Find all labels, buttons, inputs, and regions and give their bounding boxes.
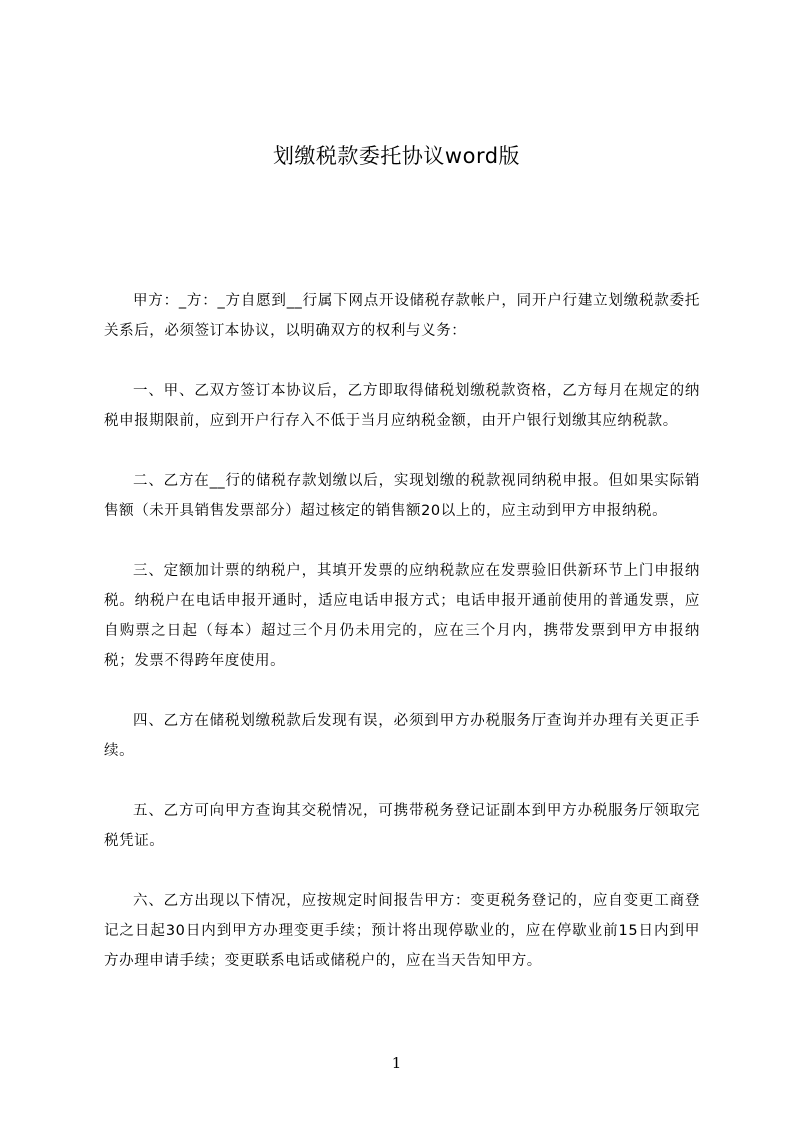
paragraph-clause-2: 二、乙方在__行的储税存款划缴以后，实现划缴的税款视同纳税申报。但如果实际销售额（未开具销售发票部分）超过核定的销售额20以上的，应主动到甲方申报纳税。 [104, 473, 700, 519]
paragraph-clause-4: 四、乙方在储税划缴税款后发现有误，必须到甲方办税服务厅查询并办理有关更正手续。 [104, 713, 700, 759]
paragraph-clause-3: 三、定额加计票的纳税户，其填开发票的应纳税款应在发票验旧供新环节上门申报纳税。纳税户在电话申报开通时，适应电话申报方式；电话申报开通前使用的普通发票，应自购票之日起（每本）超过三个月仍未用完的，应在三个月内，携带发票到甲方申报纳税；发票不得跨年度使用。 [104, 563, 700, 669]
page-number: 1 [391, 1054, 402, 1072]
paragraph-preamble: 甲方：_方：_方自愿到__行属下网点开设储税存款帐户，同开户行建立划缴税款委托关系后，必须签订本协议，以明确双方的权利与义务： [104, 293, 700, 339]
paragraph-clause-5: 五、乙方可向甲方查询其交税情况，可携带税务登记证副本到甲方办税服务厅领取完税凭证。 [104, 803, 700, 849]
paragraph-clause-1: 一、甲、乙双方签订本协议后，乙方即取得储税划缴税款资格，乙方每月在规定的纳税申报期限前，应到开户行存入不低于当月应纳税金额，由开户银行划缴其应纳税款。 [104, 383, 700, 429]
paragraph-clause-6: 六、乙方出现以下情况，应按规定时间报告甲方：变更税务登记的，应自变更工商登记之日起30日内到甲方办理变更手续；预计将出现停歇业的，应在停歇业前15日内到甲方办理申请手续；变更联系电话或储税户的，应在当天告知甲方。 [104, 893, 700, 969]
document-body [104, 286, 700, 1006]
document-title: 划缴税款委托协议word版 [272, 144, 521, 168]
